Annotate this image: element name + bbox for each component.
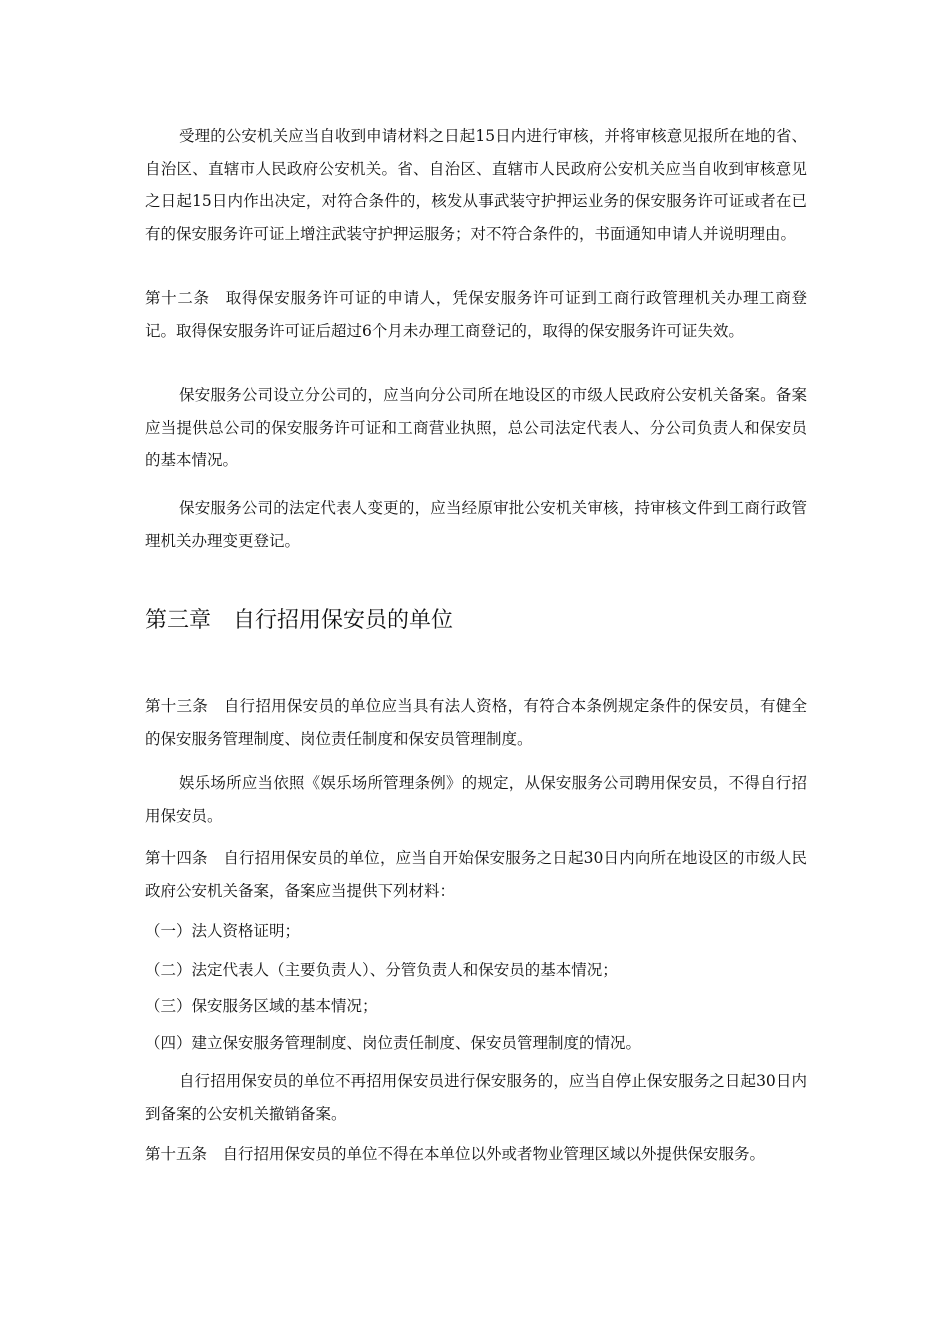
paragraph-entertainment-venues: 娱乐场所应当依照《娱乐场所管理条例》的规定，从保安服务公司聘用保安员，不得自行招用保安员。	[145, 774, 807, 825]
paragraph-article-13: 第十三条 自行招用保安员的单位应当具有法人资格，有符合本条例规定条件的保安员，有健全的保安服务管理制度、岗位责任制度和保安员管理制度。	[145, 697, 807, 748]
list-item: （二）法定代表人（主要负责人）、分管负责人和保安员的基本情况；	[145, 961, 618, 979]
paragraph-article-15: 第十五条 自行招用保安员的单位不得在本单位以外或者物业管理区域以外提供保安服务。	[145, 1145, 766, 1163]
paragraph-article-12: 第十二条 取得保安服务许可证的申请人，凭保安服务许可证到工商行政管理机关办理工商登记。取得保安服务许可证后超过6个月未办理工商登记的，取得的保安服务许可证失效。	[145, 289, 807, 340]
paragraph-article-14: 第十四条 自行招用保安员的单位，应当自开始保安服务之日起30日内向所在地设区的市级人民政府公安机关备案，备案应当提供下列材料：	[145, 849, 807, 900]
paragraph-review-procedure: 受理的公安机关应当自收到申请材料之日起15日内进行审核，并将审核意见报所在地的省、自治区、直辖市人民政府公安机关。省、自治区、直辖市人民政府公安机关应当自收到审核意见之日起15日内作出决定，对符合条件的，核发从事武装守护押运业务的保安服务许可证或者在已有的保安服务许可证上增注武装守护押运服务；对不符合条件的，书面通知申请人并说明理由。	[145, 127, 807, 243]
paragraph-representative-change: 保安服务公司的法定代表人变更的，应当经原审批公安机关审核，持审核文件到工商行政管理机关办理变更登记。	[145, 499, 807, 550]
paragraph-branch-filing: 保安服务公司设立分公司的，应当向分公司所在地设区的市级人民政府公安机关备案。备案应当提供总公司的保安服务许可证和工商营业执照，总公司法定代表人、分公司负责人和保安员的基本情况。	[145, 386, 807, 469]
list-item: （一）法人资格证明；	[145, 922, 301, 940]
list-item: （三）保安服务区域的基本情况；	[145, 997, 378, 1015]
chapter-heading: 第三章 自行招用保安员的单位	[145, 608, 454, 633]
paragraph-cancel-filing: 自行招用保安员的单位不再招用保安员进行保安服务的，应当自停止保安服务之日起30日内到备案的公安机关撤销备案。	[145, 1072, 807, 1123]
list-item: （四）建立保安服务管理制度、岗位责任制度、保安员管理制度的情况。	[145, 1034, 642, 1052]
